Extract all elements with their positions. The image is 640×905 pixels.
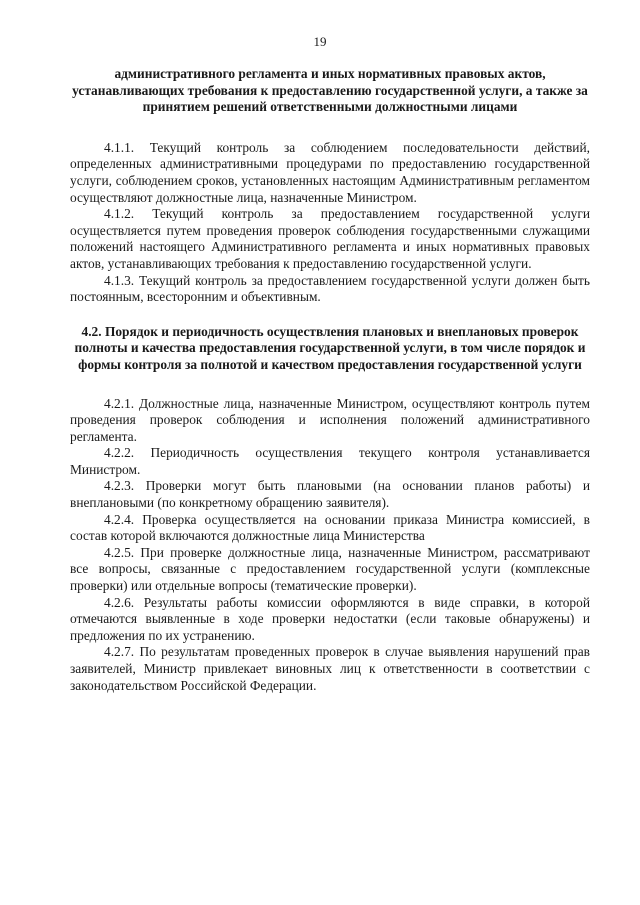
paragraph-4-2-4: 4.2.4. Проверка осуществляется на основании приказа Министра комиссией, в состав которой включаются должностные лица Министерства	[70, 511, 590, 544]
paragraph-4-1-3: 4.1.3. Текущий контроль за предоставлением государственной услуги должен быть постоянным, всесторонним и объективным.	[70, 272, 590, 305]
paragraph-4-2-7: 4.2.7. По результатам проведенных проверок в случае выявления нарушений прав заявителей, Министр привлекает виновных лиц к ответственности в соответствии с законодательством Российской Федерации.	[70, 644, 590, 693]
heading-continuation: административного регламента и иных нормативных правовых актов, устанавливающих требования к предоставлению государственной услуги, а также за принятием решений ответственными должностными лицами	[72, 66, 588, 115]
document-body	[70, 66, 590, 694]
paragraph-4-1-1: 4.1.1. Текущий контроль за соблюдением последовательности действий, определенных административными процедурами по предоставлению государственной услуги, соблюдением сроков, установленных настоящим Административным регламентом осуществляют должностные лица, назначенные Министром.	[70, 139, 590, 205]
section-heading-4-2: 4.2. Порядок и периодичность осуществления плановых и внеплановых проверок полноты и качества предоставления государственной услуги, в том числе порядок и формы контроля за полнотой и качеством предоставления государственной услуги	[74, 323, 586, 372]
paragraph-4-2-5: 4.2.5. При проверке должностные лица, назначенные Министром, рассматривают все вопросы, связанные с предоставлением государственной услуги (комплексные проверки) или отдельные вопросы (тематические проверки).	[70, 544, 590, 594]
paragraph-4-2-2: 4.2.2. Периодичность осуществления текущего контроля устанавливается Министром.	[70, 445, 590, 477]
paragraph-4-2-3: 4.2.3. Проверки могут быть плановыми (на основании планов работы) и внеплановыми (по конкретному обращению заявителя).	[70, 478, 590, 511]
paragraph-4-2-6: 4.2.6. Результаты работы комиссии оформляются в виде справки, в которой отмечаются выявленные в ходе проверки недостатки (если таковые обнаружены) и предложения по их устранению.	[70, 594, 590, 643]
paragraph-4-2-1: 4.2.1. Должностные лица, назначенные Министром, осуществляют контроль путем проведения проверок соблюдения и исполнения положений административного регламента.	[70, 395, 590, 444]
paragraph-4-1-2: 4.1.2. Текущий контроль за предоставлением государственной услуги осуществляется путем проведения проверок соблюдения государственными служащими положений настоящего Административного регламента и иных нормативных правовых актов, устанавливающих требования к предоставлению государственной услуги.	[70, 206, 590, 271]
page-number: 19	[313, 34, 327, 49]
